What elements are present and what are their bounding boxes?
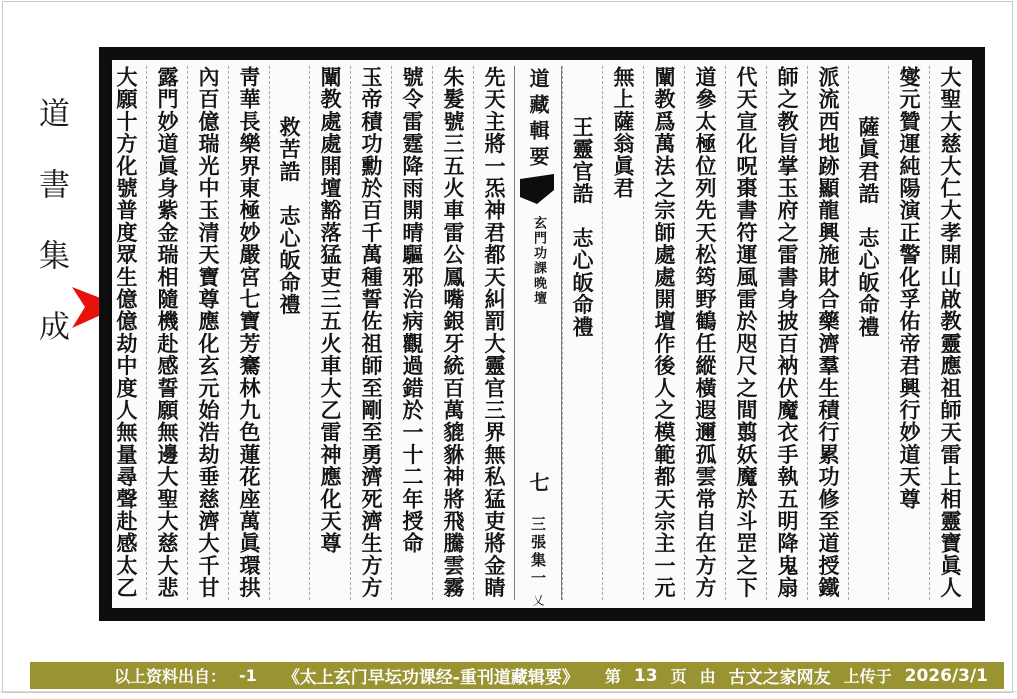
fold-page-number: 七 (526, 472, 550, 494)
fold-collection-title: 道藏輯要 (526, 68, 550, 172)
scripture-column: 闡教爲萬法之宗師處處開壇作後人之模範都天宗主一元 (643, 66, 684, 600)
fold-volume-label: 三張集一 (529, 516, 547, 588)
scripture-column: 派流西地跡顯龍興施財合藥濟羣生積行累功修至道授鐵 (807, 66, 848, 600)
center-fold-column (514, 66, 562, 608)
scripture-column: 玉帝積功勳於百千萬種誓佐祖師至剛至勇濟死濟生方方 (350, 66, 391, 600)
page-number: 13 (633, 665, 658, 686)
scripture-text-area (114, 66, 970, 608)
scripture-column: 師之教旨掌玉府之雷書身披百衲伏魔衣手執五明降鬼扇 (766, 66, 807, 600)
scripture-column: 無上薩翁眞君 (602, 66, 643, 600)
gao-title-column: 薩眞君誥 志心皈命禮 (848, 66, 888, 600)
scripture-column: 號令雷霆降雨開晴驅邪治病觀過錯於一十二年授命 (391, 66, 432, 600)
scripture-column: 道參太極位列先天松筠野鶴任縱橫遐邇孤雲常自在方方 (684, 66, 725, 600)
scripture-column: 大聖大慈大仁大孝開山啟教靈應祖師天雷上相靈寶眞人 (929, 66, 970, 600)
scripture-column: 內百億瑞光中玉清天寶尊應化玄元始浩劫垂慈濟大千甘 (187, 66, 228, 600)
fishtail-fold-icon (520, 174, 554, 204)
gao-title-column: 救苦誥 志心皈命禮 (269, 66, 309, 600)
scripture-column: 燮元贊運純陽演正警化孚佑帝君興行妙道天尊 (888, 66, 929, 600)
uploader-name: 古文之家网友 (728, 668, 831, 688)
viewport-bottom-edge (0, 691, 1017, 692)
page-word-di: 第 (604, 667, 621, 686)
book-spine-title: 道書集成 (33, 97, 69, 381)
uploaded-at-label: 上传于 (843, 667, 892, 686)
gao-title-column: 王靈官誥 志心皈命禮 (562, 66, 602, 600)
source-index: -1 (239, 666, 257, 685)
scripture-column: 朱髮號三五火車雷公鳳嘴銀牙統百萬貔貅神將飛騰雲霧 (432, 66, 473, 600)
scripture-column: 代天宣化呪棗書符運風雷於咫尺之間翦妖魔於斗罡之下 (725, 66, 766, 600)
scripture-column: 先天主將一炁神君都天糾罰大靈官三界無私猛吏將金睛 (473, 66, 514, 600)
scripture-column: 靑華長樂界東極妙嚴宮七寶芳騫林九色蓮花座萬眞環拱 (228, 66, 269, 600)
by-word: 由 (699, 667, 716, 686)
fold-collation-mark: 乂 (531, 594, 545, 608)
page-word-ye: 页 (670, 667, 687, 686)
scripture-column: 露門妙道眞身紫金瑞相隨機赴感誓願無邊大聖大慈大悲 (146, 66, 187, 600)
fold-book-title: 玄門功課晚壇 (531, 216, 546, 306)
source-info-bar (30, 662, 1004, 689)
scripture-column: 大願十方化號普度眾生億億劫中度人無量尋聲赴感太乙 (105, 66, 146, 600)
scripture-column: 闡教處處開壇豁落猛吏三五火車大乙雷神應化天尊 (309, 66, 350, 600)
upload-date: 2026/3/1 (904, 665, 988, 686)
scanned-page (99, 47, 985, 621)
source-book-title: 《太上玄门早坛功课经-重刊道藏辑要》 (282, 668, 579, 688)
source-label: 以上资料出自： (114, 667, 227, 686)
